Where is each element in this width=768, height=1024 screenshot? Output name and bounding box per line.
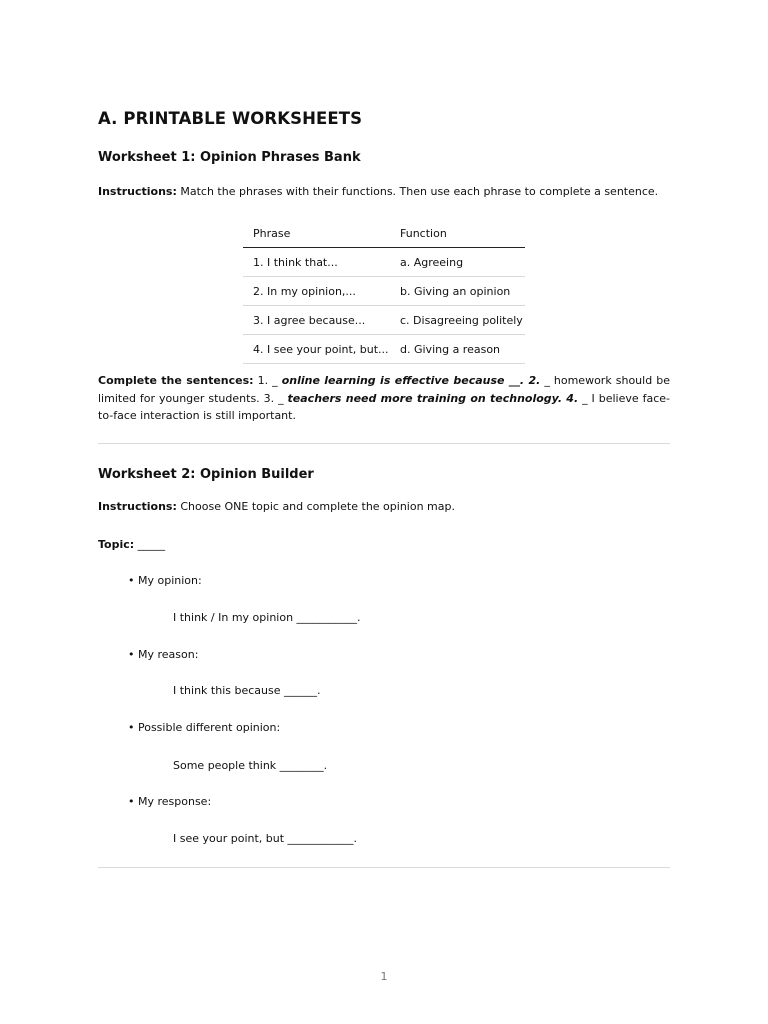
worksheet1-title: Worksheet 1: Opinion Phrases Bank xyxy=(98,150,361,165)
phrase-cell: 4. I see your point, but... xyxy=(243,335,390,364)
table-row xyxy=(243,306,525,335)
function-cell: b. Giving an opinion xyxy=(390,277,525,306)
worksheet2-instructions xyxy=(98,498,455,516)
section-divider xyxy=(98,443,670,444)
phrase-cell: 2. In my opinion,... xyxy=(243,277,390,306)
worksheet1-instructions xyxy=(98,183,670,201)
function-cell: d. Giving a reason xyxy=(390,335,525,364)
function-cell: c. Disagreeing politely xyxy=(390,306,525,335)
sentence-part-emphasis: teachers need more training on technology. 4. xyxy=(287,391,579,405)
topic-label: Topic: xyxy=(98,538,135,551)
phrases-table xyxy=(243,220,525,364)
opinion-map-bullet: • My opinion: xyxy=(128,574,202,587)
column-header-phrase: Phrase xyxy=(243,220,390,248)
sentence-part-emphasis: online learning is effective because __. 2. xyxy=(281,374,541,387)
instructions-label: Instructions: xyxy=(98,500,177,513)
topic-blank: _____ xyxy=(134,538,166,551)
table-row xyxy=(243,335,525,364)
opinion-map-bullet: • My response: xyxy=(128,795,212,808)
instructions-label: Instructions: xyxy=(98,185,177,198)
opinion-map-prompt: I think this because ______. xyxy=(173,684,321,697)
phrase-cell: 3. I agree because... xyxy=(243,306,390,335)
page-heading: A. PRINTABLE WORKSHEETS xyxy=(98,109,363,128)
sentence-part: 1. _ xyxy=(253,374,282,387)
table-row xyxy=(243,248,525,277)
function-cell: a. Agreeing xyxy=(390,248,525,277)
opinion-map-bullet: • Possible different opinion: xyxy=(128,721,281,734)
opinion-map-bullet: • My reason: xyxy=(128,648,199,661)
topic-line xyxy=(98,536,165,554)
sentence-part: _ homework should be limited for younger students. 3. _ xyxy=(98,374,670,405)
page-number: 1 xyxy=(380,970,388,983)
phrase-cell: 1. I think that... xyxy=(243,248,390,277)
section-divider xyxy=(98,867,670,868)
worksheet2-title: Worksheet 2: Opinion Builder xyxy=(98,467,314,482)
column-header-function: Function xyxy=(390,220,525,248)
instructions-text: Match the phrases with their functions. Then use each phrase to complete a sentence. xyxy=(176,185,659,198)
opinion-map-prompt: I think / In my opinion ___________. xyxy=(173,611,361,624)
table-row xyxy=(243,277,525,306)
complete-label: Complete the sentences: xyxy=(98,374,254,387)
table-header-row xyxy=(243,220,525,248)
sentence-part: _ I believe face-to-face interaction is still important. xyxy=(98,391,670,422)
opinion-map-prompt: I see your point, but ____________. xyxy=(173,832,358,845)
opinion-map-prompt: Some people think ________. xyxy=(173,759,328,772)
instructions-text: Choose ONE topic and complete the opinion map. xyxy=(176,500,455,513)
complete-sentences-paragraph xyxy=(98,372,670,425)
